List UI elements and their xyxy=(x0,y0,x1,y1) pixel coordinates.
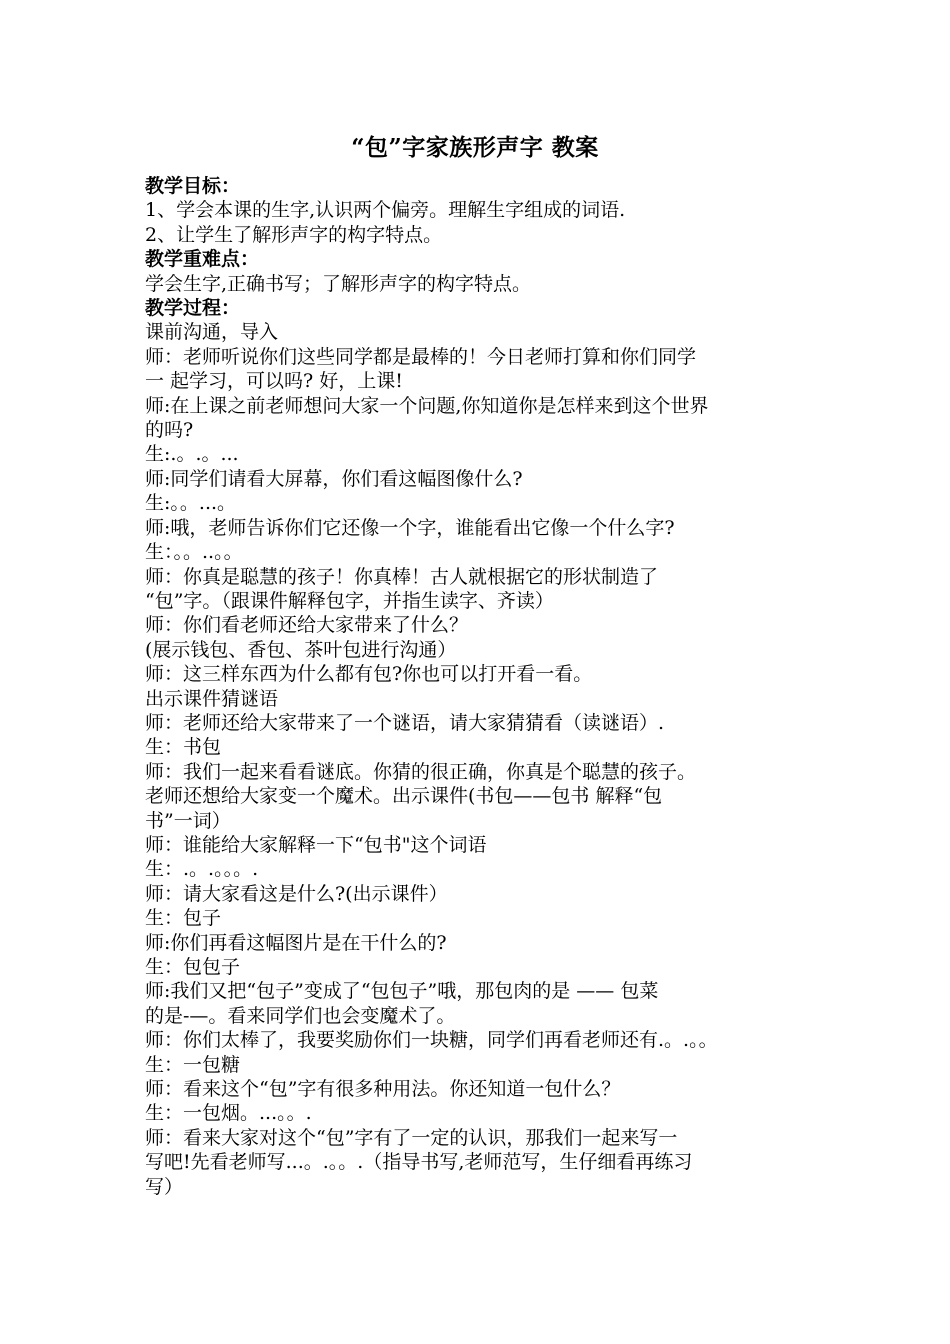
document-body xyxy=(145,174,825,1199)
section-heading: 教学目标： xyxy=(145,175,241,197)
section-heading: 教学重难点： xyxy=(145,248,260,271)
text-line: 师：谁能给大家解释一下“包书"这个词语 xyxy=(145,833,487,856)
text-line: 师：你们太棒了，我要奖励你们一块糖，同学们再看老师还有.。.。。 xyxy=(145,1029,718,1052)
text-line: 学会生字,正确书写；了解形声字的构字特点。 xyxy=(145,272,532,295)
text-line: 生：一包烟。...。。. xyxy=(145,1102,312,1125)
text-line: 师:同学们请看大屏幕，你们看这幅图像什么? xyxy=(145,467,523,490)
text-line: 师：请大家看这是什么?(出示课件） xyxy=(145,882,448,905)
text-line: 一 起学习，可以吗? 好，上课! xyxy=(145,370,403,393)
text-line: 的吗? xyxy=(145,419,194,442)
text-line: 师:在上课之前老师想问大家一个问题,你知道你是怎样来到这个世界 xyxy=(145,394,709,417)
text-line: 师：你们看老师还给大家带来了什么？ xyxy=(145,614,469,637)
text-line: “包”字。（跟课件解释包字，并指生读字、齐读） xyxy=(145,589,554,612)
text-line: 生：.。.。。。. xyxy=(145,858,259,881)
text-line: 2、让学生了解形声字的构字特点。 xyxy=(145,223,443,246)
text-line: 师：这三样东西为什么都有包?你也可以打开看一看。 xyxy=(145,663,593,686)
text-line: 师：你真是聪慧的孩子！你真棒！古人就根据它的形状制造了 xyxy=(145,565,659,588)
text-line: 书”一词） xyxy=(145,809,231,832)
document-title: “包”字家族形声字 教案 xyxy=(351,134,599,161)
text-line: 出示课件猜谜语 xyxy=(145,687,279,710)
text-line: 师:你们再看这幅图片是在干什么的? xyxy=(145,931,447,954)
text-line: 课前沟通，导入 xyxy=(145,321,279,344)
text-line: 生:。。...。 xyxy=(145,492,237,515)
text-line: 写吧!先看老师写...。.。。.（指导书写,老师范写，生仔细看再练习 xyxy=(145,1151,693,1174)
text-line: (展示钱包、香包、茶叶包进行沟通） xyxy=(145,638,457,661)
text-line: 的是-—。看来同学们也会变魔术了。 xyxy=(145,1004,456,1027)
text-line: 生：书包 xyxy=(145,736,222,759)
text-line: 生:.。.。... xyxy=(145,443,239,466)
text-line: 师:哦，老师告诉你们它还像一个字，谁能看出它像一个什么字? xyxy=(145,516,675,539)
text-line: 师:我们又把“包子”变成了“包包子”哦，那包肉的是 —— 包菜 xyxy=(145,980,659,1003)
text-line: 师：老师听说你们这些同学都是最棒的！今日老师打算和你们同学 xyxy=(145,345,697,368)
text-line: 生：包包子 xyxy=(145,956,241,978)
text-line: 老师还想给大家变一个魔术。出示课件(书包——包书 解释“包 xyxy=(145,785,663,808)
text-line: 生：一包糖 xyxy=(145,1053,241,1076)
text-line: 写） xyxy=(145,1175,184,1198)
text-line: 师：看来这个“包”字有很多种用法。你还知道一包什么？ xyxy=(145,1078,621,1101)
text-line: 生：包子 xyxy=(145,907,222,930)
text-line: 师：我们一起来看看谜底。你猜的很正确，你真是个聪慧的孩子。 xyxy=(145,760,697,783)
text-line: 生：。。..。。 xyxy=(145,541,243,564)
section-heading: 教学过程： xyxy=(145,297,241,320)
text-line: 师：老师还给大家带来了一个谜语，请大家猜猜看（读谜语）. xyxy=(145,711,665,734)
text-line: 师：看来大家对这个“包”字有了一定的认识，那我们一起来写一 xyxy=(145,1126,678,1149)
text-line: 1、学会本课的生字,认识两个偏旁。理解生字组成的词语. xyxy=(145,199,626,222)
